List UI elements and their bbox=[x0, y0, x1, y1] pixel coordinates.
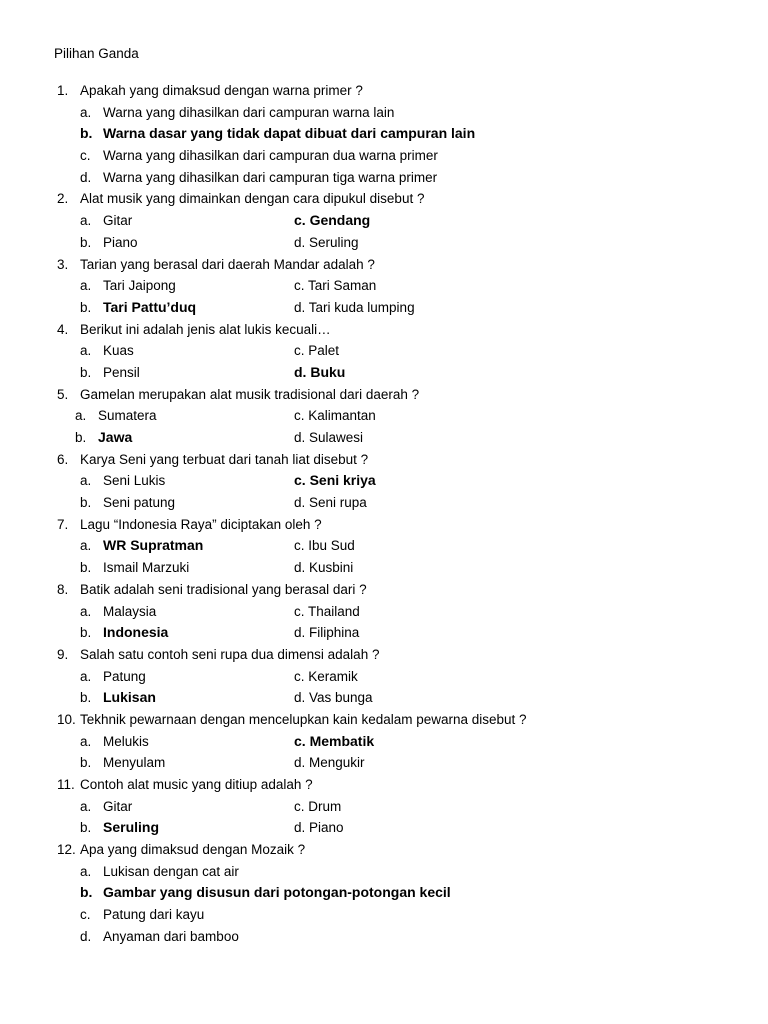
option-letter: a. bbox=[80, 473, 92, 489]
option-text-answer: Warna dasar yang tidak dapat dibuat dari campuran lain bbox=[103, 125, 476, 142]
option-text: c. Tari Saman bbox=[294, 278, 377, 294]
option-text-answer: Jawa bbox=[98, 429, 133, 445]
question-text: Apakah yang dimaksud dengan warna primer ? bbox=[80, 83, 363, 98]
option-row bbox=[0, 904, 768, 926]
option-text: Ismail Marzuki bbox=[103, 560, 190, 576]
option-text: Patung bbox=[103, 668, 146, 684]
question-text: Berikut ini adalah jenis alat lukis kecuali… bbox=[80, 321, 331, 337]
option-text: Piano bbox=[103, 234, 138, 250]
option-letter: b. bbox=[80, 755, 92, 771]
option-text-answer: Tari Pattu’duq bbox=[103, 298, 197, 315]
option-letter: b. bbox=[80, 125, 93, 142]
question-5 bbox=[0, 384, 768, 406]
option-text: c. Palet bbox=[294, 343, 340, 359]
question-number: 7. bbox=[57, 516, 69, 532]
option-text-answer: c. Membatik bbox=[294, 732, 375, 749]
question-number: 6. bbox=[57, 451, 69, 467]
question-list bbox=[0, 80, 768, 948]
option-text: Warna yang dihasilkan dari campuran warna lain bbox=[103, 104, 395, 120]
option-text-answer: Gambar yang disusun dari potongan-potongan kecil bbox=[103, 884, 451, 901]
option-letter: a. bbox=[80, 104, 92, 120]
question-text: Tarian yang berasal dari daerah Mandar adalah ? bbox=[80, 256, 375, 272]
option-text-answer: Seruling bbox=[103, 819, 160, 836]
option-letter: a. bbox=[80, 603, 92, 619]
option-letter: c. bbox=[80, 148, 91, 164]
option-text: c. Drum bbox=[294, 798, 342, 814]
option-letter: a. bbox=[75, 408, 87, 424]
option-letter: b. bbox=[80, 560, 92, 576]
option-letter: a. bbox=[80, 278, 92, 294]
question-number: 5. bbox=[57, 386, 69, 402]
option-row bbox=[0, 405, 768, 427]
question-8 bbox=[0, 579, 768, 601]
question-12 bbox=[0, 839, 768, 861]
option-letter: a. bbox=[80, 798, 92, 814]
option-row bbox=[0, 557, 768, 579]
option-text: Anyaman dari bamboo bbox=[103, 928, 239, 944]
option-letter: b. bbox=[80, 625, 92, 641]
option-text: c. Keramik bbox=[294, 668, 358, 684]
option-letter: a. bbox=[80, 733, 92, 749]
option-row bbox=[0, 427, 768, 449]
question-text: Salah satu contoh seni rupa dua dimensi adalah ? bbox=[80, 646, 380, 662]
option-row bbox=[0, 102, 768, 124]
question-number: 12. bbox=[57, 842, 76, 858]
option-letter: b. bbox=[80, 234, 92, 250]
option-text-answer: d. Buku bbox=[294, 363, 346, 380]
question-text: Lagu “Indonesia Raya” diciptakan oleh ? bbox=[80, 516, 322, 532]
option-row bbox=[0, 861, 768, 883]
option-text: Kuas bbox=[103, 343, 134, 359]
option-row bbox=[0, 210, 768, 232]
option-text: Seni patung bbox=[103, 495, 176, 511]
question-10 bbox=[0, 709, 768, 731]
question-number: 4. bbox=[57, 321, 69, 337]
option-row bbox=[0, 167, 768, 189]
option-text: d. Mengukir bbox=[294, 755, 365, 771]
option-text: Pensil bbox=[103, 364, 140, 380]
option-row bbox=[0, 535, 768, 557]
option-text: Lukisan dengan cat air bbox=[103, 863, 239, 879]
option-letter: b. bbox=[75, 430, 87, 445]
option-row bbox=[0, 123, 768, 145]
document-heading: Pilihan Ganda bbox=[54, 46, 139, 61]
option-text: d. Filiphina bbox=[294, 625, 360, 641]
question-number: 1. bbox=[57, 83, 69, 98]
option-row bbox=[0, 687, 768, 709]
option-letter: a. bbox=[80, 863, 92, 879]
question-7 bbox=[0, 514, 768, 536]
option-text: Warna yang dihasilkan dari campuran dua warna primer bbox=[103, 148, 438, 164]
question-4 bbox=[0, 319, 768, 341]
question-text: Tekhnik pewarnaan dengan mencelupkan kain kedalam pewarna disebut ? bbox=[80, 711, 527, 727]
option-text: d. Piano bbox=[294, 820, 344, 836]
option-row bbox=[0, 882, 768, 904]
option-letter: a. bbox=[80, 538, 92, 554]
question-9 bbox=[0, 644, 768, 666]
option-row bbox=[0, 275, 768, 297]
question-text: Gamelan merupakan alat musik tradisional dari daerah ? bbox=[80, 386, 420, 402]
question-text: Batik adalah seni tradisional yang berasal dari ? bbox=[80, 581, 367, 597]
option-letter: a. bbox=[80, 343, 92, 359]
option-text-answer: Indonesia bbox=[103, 624, 169, 641]
question-number: 9. bbox=[57, 646, 69, 662]
option-text-answer: c. Seni kriya bbox=[294, 472, 376, 489]
option-text: Melukis bbox=[103, 733, 149, 749]
option-text: Menyulam bbox=[103, 755, 166, 771]
option-row bbox=[0, 601, 768, 623]
option-row bbox=[0, 232, 768, 254]
option-text: Malaysia bbox=[103, 603, 157, 619]
option-text: Seni Lukis bbox=[103, 473, 166, 489]
option-text: c. Ibu Sud bbox=[294, 538, 355, 554]
option-text: d. Seni rupa bbox=[294, 495, 367, 511]
option-text: Gitar bbox=[103, 798, 133, 814]
question-number: 10. bbox=[57, 711, 76, 727]
question-text: Apa yang dimaksud dengan Mozaik ? bbox=[80, 842, 306, 858]
option-text: Tari Jaipong bbox=[103, 278, 176, 294]
question-text: Contoh alat music yang ditiup adalah ? bbox=[80, 777, 313, 792]
question-number: 11. bbox=[57, 777, 75, 792]
option-text: d. Sulawesi bbox=[294, 430, 364, 445]
option-row bbox=[0, 362, 768, 384]
question-number: 3. bbox=[57, 256, 69, 272]
option-letter: b. bbox=[80, 299, 92, 315]
option-letter: d. bbox=[80, 169, 92, 185]
option-row bbox=[0, 492, 768, 514]
option-letter: d. bbox=[80, 928, 92, 944]
option-text: d. Vas bunga bbox=[294, 690, 373, 706]
question-11 bbox=[0, 774, 768, 796]
option-letter: b. bbox=[80, 364, 92, 380]
option-row bbox=[0, 340, 768, 362]
option-text: d. Kusbini bbox=[294, 560, 354, 576]
option-letter: c. bbox=[80, 907, 91, 923]
option-row bbox=[0, 817, 768, 839]
question-2 bbox=[0, 188, 768, 210]
question-1 bbox=[0, 80, 768, 102]
option-text: Sumatera bbox=[98, 408, 157, 424]
option-text-answer: WR Supratman bbox=[103, 537, 204, 554]
option-letter: a. bbox=[80, 668, 92, 684]
question-text: Alat musik yang dimainkan dengan cara dipukul disebut ? bbox=[80, 191, 425, 207]
option-text-answer: c. Gendang bbox=[294, 212, 371, 229]
question-text: Karya Seni yang terbuat dari tanah liat disebut ? bbox=[80, 451, 369, 467]
option-text-answer: Lukisan bbox=[103, 689, 156, 706]
option-row bbox=[0, 752, 768, 774]
option-row bbox=[0, 145, 768, 167]
question-3 bbox=[0, 254, 768, 276]
question-6 bbox=[0, 449, 768, 471]
option-text: Warna yang dihasilkan dari campuran tiga warna primer bbox=[103, 169, 438, 185]
option-text: Gitar bbox=[103, 213, 133, 229]
option-letter: b. bbox=[80, 820, 92, 836]
option-text: d. Seruling bbox=[294, 234, 359, 250]
option-letter: b. bbox=[80, 884, 93, 901]
option-letter: b. bbox=[80, 495, 92, 511]
question-number: 2. bbox=[57, 191, 69, 207]
option-letter: b. bbox=[80, 690, 92, 706]
question-number: 8. bbox=[57, 581, 69, 597]
option-text: c. Kalimantan bbox=[294, 408, 376, 424]
option-text: d. Tari kuda lumping bbox=[294, 299, 415, 315]
option-row bbox=[0, 731, 768, 753]
option-row bbox=[0, 666, 768, 688]
option-text: c. Thailand bbox=[294, 603, 360, 619]
option-row bbox=[0, 926, 768, 948]
option-row bbox=[0, 622, 768, 644]
option-row bbox=[0, 796, 768, 818]
option-letter: a. bbox=[80, 213, 92, 229]
option-row bbox=[0, 470, 768, 492]
option-text: Patung dari kayu bbox=[103, 907, 205, 923]
option-row bbox=[0, 297, 768, 319]
